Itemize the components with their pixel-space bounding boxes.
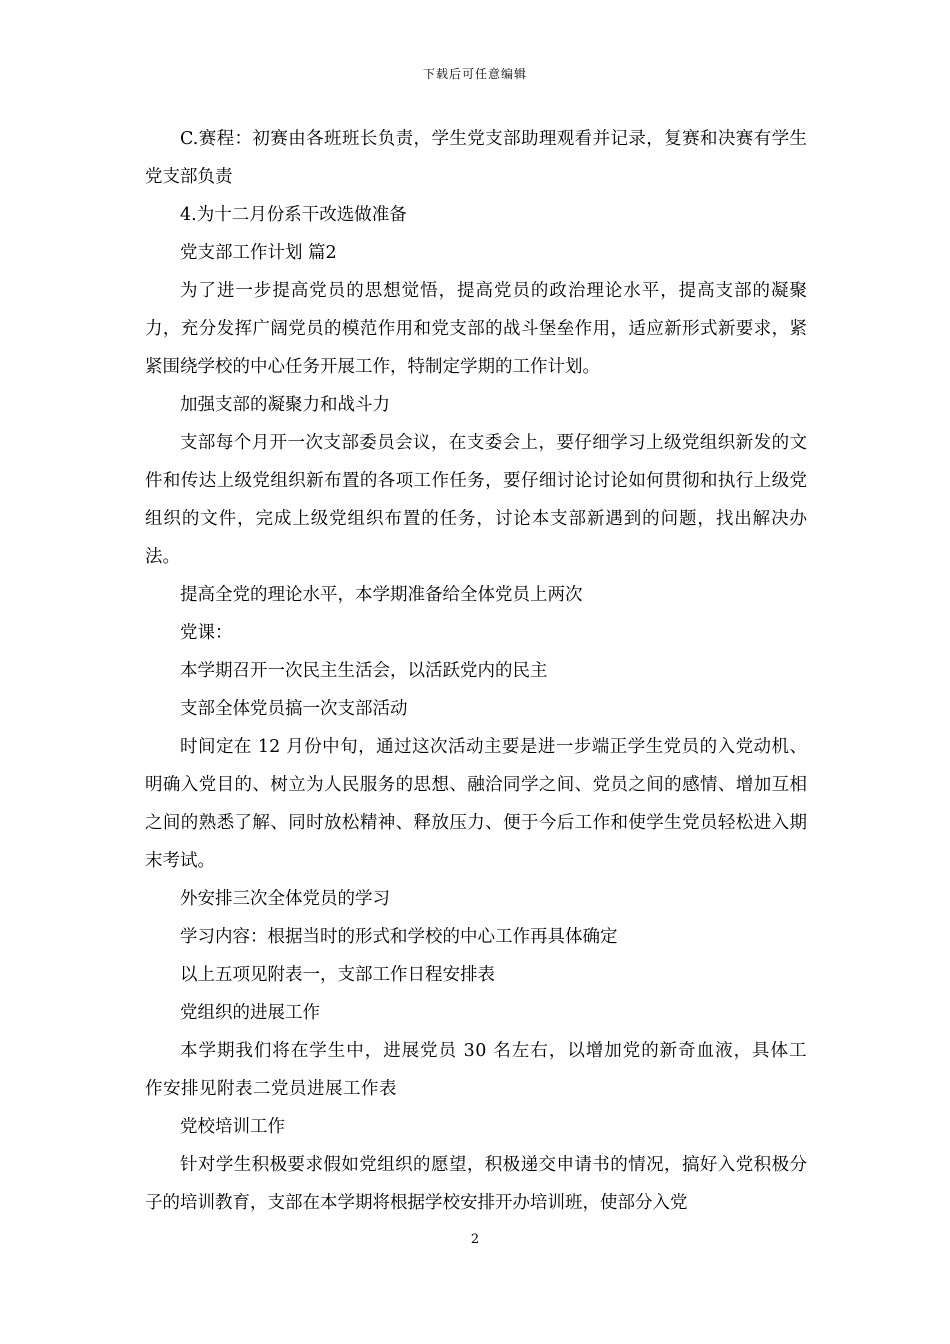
- heading-party-lesson: 党课：: [180, 623, 233, 643]
- section-heading-plan-2: 党支部工作计划 篇2: [180, 243, 337, 263]
- paragraph-activity-details: 时间定在 12 月份中旬，通过这次活动主要是进一步端正学生党员的入党动机、明确入党目的、树立为人民服务的思想、融洽同学之间、党员之间的感情、增加互相之间的熟悉了解、同时放松精神、释放压力、便于今后工作和使学生党员轻松进入期末考试。: [145, 737, 807, 871]
- heading-strengthen-cohesion: 加强支部的凝聚力和战斗力: [180, 395, 390, 415]
- paragraph-intro: 为了进一步提高党员的思想觉悟，提高党员的政治理论水平，提高支部的凝聚力，充分发挥广阔党员的模范作用和党支部的战斗堡垒作用，适应新形式新要求，紧紧围绕学校的中心任务开展工作，特制定学期的工作计划。: [145, 281, 807, 377]
- heading-development-work: 党组织的进展工作: [180, 1003, 320, 1023]
- heading-three-studies: 外安排三次全体党员的学习: [180, 889, 390, 909]
- page-number: 2: [470, 1232, 480, 1247]
- heading-democratic-meeting: 本学期召开一次民主生活会，以活跃党内的民主: [180, 661, 548, 681]
- paragraph-election-prep: 4.为十二月份系干改选做准备: [180, 205, 407, 225]
- heading-branch-activity: 支部全体党员搞一次支部活动: [180, 699, 408, 719]
- paragraph-monthly-meeting: 支部每个月开一次支部委员会议，在支委会上，要仔细学习上级党组织新发的文件和传达上级党组织新布置的各项工作任务，要仔细讨论讨论如何贯彻和执行上级党组织的文件，完成上级党组织布置的任务，讨论本支部新遇到的问题，找出解决办法。: [145, 433, 807, 567]
- paragraph-study-content: 学习内容：根据当时的形式和学校的中心工作再具体确定: [180, 927, 618, 947]
- paragraph-development-details: 本学期我们将在学生中，进展党员 30 名左右，以增加党的新奇血液，具体工作安排见附表二党员进展工作表: [145, 1041, 807, 1099]
- heading-party-school-training: 党校培训工作: [180, 1117, 285, 1137]
- document-body: [145, 120, 807, 1222]
- heading-theory-level: 提高全党的理论水平，本学期准备给全体党员上两次: [180, 585, 583, 605]
- paragraph-training-details: 针对学生积极要求假如党组织的愿望，积极递交申请书的情况，搞好入党积极分子的培训教育，支部在本学期将根据学校安排开办培训班，使部分入党: [145, 1155, 807, 1213]
- paragraph-race-schedule: C.赛程：初赛由各班班长负责，学生党支部助理观看并记录，复赛和决赛有学生党支部负责: [145, 129, 807, 187]
- page-header: 下载后可任意编辑: [422, 67, 527, 81]
- paragraph-appendix-one: 以上五项见附表一，支部工作日程安排表: [180, 965, 495, 985]
